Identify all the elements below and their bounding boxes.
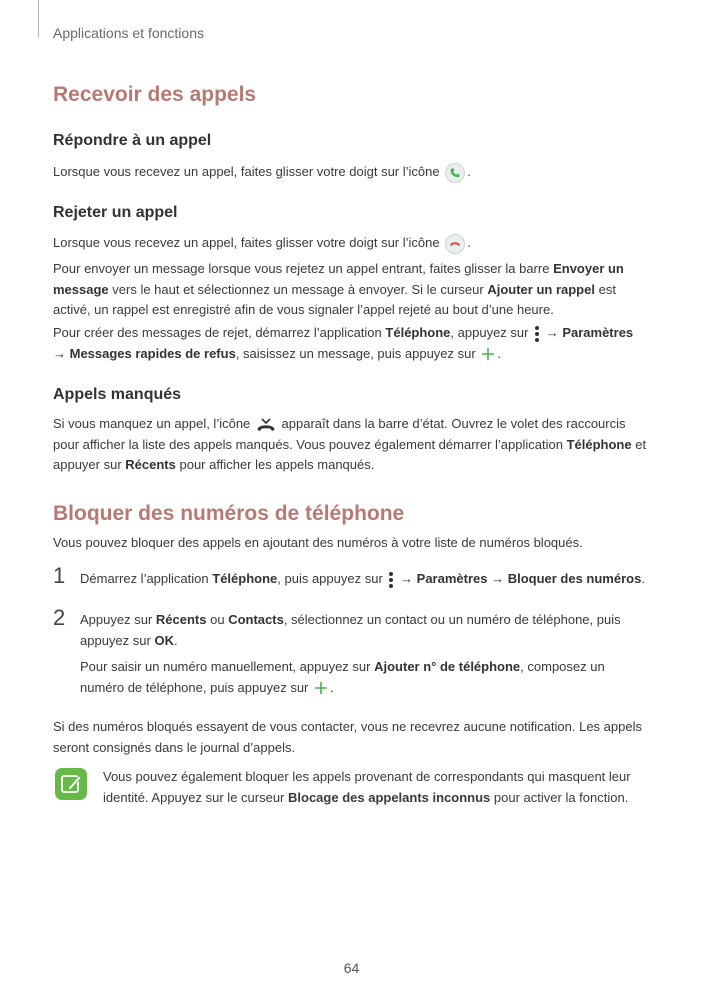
- subheading-answer-call: Répondre à un appel: [53, 132, 212, 149]
- more-options-icon: [388, 571, 394, 589]
- more-options-icon: [534, 325, 540, 343]
- page-number: 64: [343, 960, 360, 976]
- plus-icon: [314, 681, 328, 695]
- answer-call-text: Lorsque vous recevez un appel, faites glisser votre doigt sur l’icône .: [53, 162, 653, 183]
- step-2-subtext: Pour saisir un numéro manuellement, appuyez sur Ajouter n° de téléphone, composez un numéro de téléphone, puis appuyez sur .: [80, 659, 605, 695]
- reject-settings-paragraph: Pour créer des messages de rejet, démarrez l’application Téléphone, appuyez sur → Paramètres → Messages rapides de refus, saisissez un message, puis appuyez sur .: [53, 325, 634, 361]
- step-number-2: 2: [53, 605, 66, 630]
- note-icon: [55, 768, 87, 800]
- missed-call-icon: [256, 417, 276, 433]
- step-number-1: 1: [53, 563, 66, 588]
- reject-call-icon: [445, 234, 465, 254]
- step-1-text: Démarrez l’application Téléphone, puis appuyez sur → Paramètres → Bloquer des numéros.: [80, 569, 655, 590]
- subheading-reject-call: Rejeter un appel: [53, 204, 178, 221]
- note-text: Vous pouvez également bloquer les appels provenant de correspondants qui masquent leur identité. Appuyez sur le curseur Blocage des appelants inconnus pour activer la fonction.: [103, 769, 631, 805]
- section-title-receive-calls: Recevoir des appels: [53, 83, 257, 106]
- missed-calls-paragraph: Si vous manquez un appel, l’icône apparaît dans la barre d’état. Ouvrez le volet des raccourcis pour afficher la liste des appels manqués. Vous pouvez également démarrer l’application Téléphone et appuyer sur Récents pour afficher les appels manqués.: [53, 416, 647, 472]
- answer-call-icon: [445, 163, 465, 183]
- step-2-text: Appuyez sur Récents ou Contacts, sélectionnez un contact ou un numéro de téléphone, puis appuyez sur OK.: [80, 612, 621, 648]
- reject-call-text: Lorsque vous recevez un appel, faites glisser votre doigt sur l’icône .: [53, 233, 653, 254]
- section-title-block-numbers: Bloquer des numéros de téléphone: [53, 502, 405, 525]
- running-header: Applications et fonctions: [53, 25, 204, 41]
- blocked-calls-info: Si des numéros bloqués essayent de vous contacter, vous ne recevrez aucune notification. Les appels seront consignés dans le journal d’appels.: [53, 719, 642, 755]
- header-rule: [38, 0, 39, 38]
- reject-message-paragraph: Pour envoyer un message lorsque vous rejetez un appel entrant, faites glisser la barre Envoyer un message vers le haut et sélectionnez un message à envoyer. Si le curseur Ajouter un rappel est activé, un rappel est enregistré afin de vous signaler l’appel rejeté au bout d’une heure.: [53, 261, 624, 317]
- plus-icon: [481, 347, 495, 361]
- block-intro-text: Vous pouvez bloquer des appels en ajoutant des numéros à votre liste de numéros bloqués.: [53, 535, 583, 550]
- subheading-missed-calls: Appels manqués: [53, 386, 182, 403]
